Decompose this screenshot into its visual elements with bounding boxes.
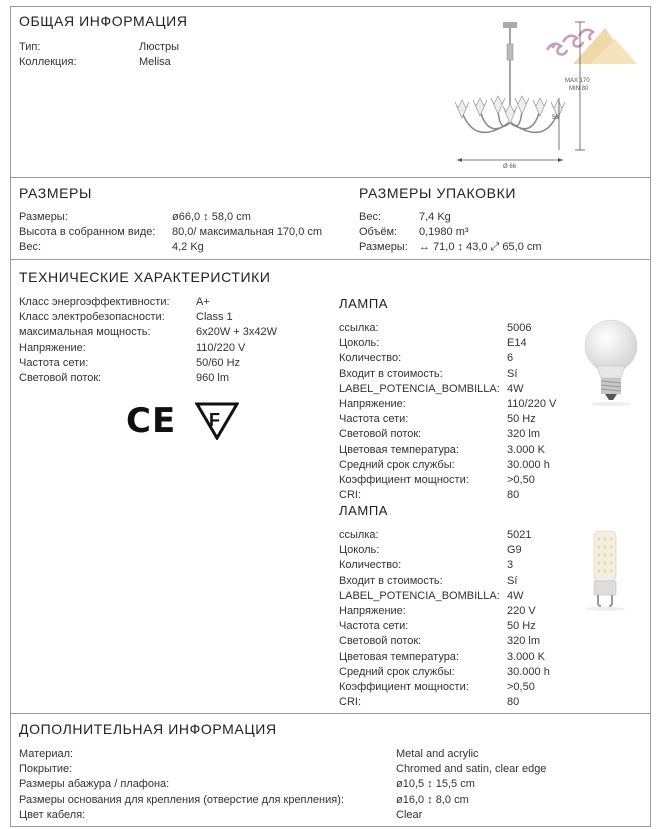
top-divider <box>10 6 651 7</box>
lamp-row-value: 320 lm <box>507 428 541 441</box>
lamp-row-value: >0,50 <box>507 474 535 486</box>
tech-row-value: 50/60 Hz <box>196 356 241 369</box>
lamp-row-label: CRI: <box>339 489 361 502</box>
diameter-label: Ø 66 <box>503 164 517 170</box>
tech-row-value: 6x20W + 3x42W <box>196 326 278 339</box>
lamp-row-value: 50 Hz <box>507 620 536 633</box>
lamp-row-label: Световой поток: <box>339 635 422 648</box>
tech-row-label: Класс энергоэффективности: <box>19 296 170 308</box>
tech-row-label: Класс электробезопасности: <box>19 311 165 324</box>
tech-row-value: A+ <box>196 296 210 308</box>
lamp-row-value: 5006 <box>507 322 532 334</box>
lamp-row-label: LABEL_POTENCIA_BOMBILLA: <box>339 382 500 395</box>
lamp-title: ЛАМПА <box>339 296 389 311</box>
lamp-row-value: 50 Hz <box>507 413 536 426</box>
tech-row-label: максимальная мощность: <box>19 326 151 339</box>
additional-row-label: Размеры основания для крепления (отверстие для крепления): <box>19 793 344 806</box>
lamp-row-value: 4W <box>507 382 524 395</box>
lamp-g9-bulb-image <box>580 527 630 612</box>
lamp-row-label: Цоколь: <box>339 337 380 350</box>
lamp-row-value: 5021 <box>507 529 532 541</box>
lamp-row-value: Sí <box>507 574 518 587</box>
lamp-row-value: 110/220 V <box>507 398 557 410</box>
lamp-row-label: ссылка: <box>339 322 379 334</box>
lamp-row-value: 3.000 K <box>507 443 545 456</box>
f-mark-icon <box>195 402 239 440</box>
lamp-row-label: ссылка: <box>339 529 379 541</box>
tech-row-label: Напряжение: <box>19 341 86 354</box>
lamp-row-value: 4W <box>507 589 524 602</box>
lamp-row-value: 220 V <box>507 605 536 617</box>
lamp-row-label: Частота сети: <box>339 620 409 633</box>
lamp-row-value: 80 <box>507 489 520 502</box>
additional-row-value: ø10,5 ↕ 15,5 cm <box>396 778 475 791</box>
bottom-divider <box>10 826 651 827</box>
lamp-row-value: 6 <box>507 352 514 365</box>
additional-row-label: Материал: <box>19 748 74 760</box>
additional-row-value: Metal and acrylic <box>396 748 479 760</box>
lamp-row-value: Sí <box>507 367 518 380</box>
lamp-row-label: Коэффициент мощности: <box>339 474 469 486</box>
lamp-row-value: 320 lm <box>507 635 541 648</box>
divider-tech <box>10 259 651 260</box>
tech-row-label: Частота сети: <box>19 356 89 369</box>
right-border <box>650 6 651 826</box>
lamp-row-label: Количество: <box>339 352 402 365</box>
left-border <box>10 6 11 826</box>
lamp-row-label: Напряжение: <box>339 605 406 617</box>
lamp-row-label: Цветовая температура: <box>339 443 459 456</box>
lamp-row-value: 80 <box>507 696 520 709</box>
lamp-row-label: Цветовая температура: <box>339 650 459 663</box>
lamp-row-label: CRI: <box>339 696 361 709</box>
lamp-row-value: >0,50 <box>507 681 535 693</box>
tech-row-value: 110/220 V <box>196 341 246 354</box>
tech-row-value: 960 lm <box>196 372 230 384</box>
packaging-title: РАЗМЕРЫ УПАКОВКИ <box>359 185 516 201</box>
divider-sizes <box>10 177 651 178</box>
general-title: ОБЩАЯ ИНФОРМАЦИЯ <box>19 13 188 29</box>
additional-row-value: Chromed and satin, clear edge <box>396 763 547 776</box>
lamp-row-label: Средний срок службы: <box>339 665 455 678</box>
tech-title: ТЕХНИЧЕСКИЕ ХАРАКТЕРИСТИКИ <box>19 269 271 285</box>
lamp-row-value: 30.000 h <box>507 458 550 471</box>
min-height-label: MIN 80 <box>569 86 589 92</box>
sizes-title: РАЗМЕРЫ <box>19 185 92 201</box>
lamp-row-value: 30.000 h <box>507 665 550 678</box>
lamp-row-label: Средний срок службы: <box>339 458 455 471</box>
tech-row-label: Световой поток: <box>19 372 102 384</box>
additional-row-label: Размеры абажура / плафона: <box>19 778 170 791</box>
lamp-row-label: Входит в стоимость: <box>339 367 443 380</box>
ce-mark-icon: CE <box>126 401 177 441</box>
chandelier-diagram <box>455 14 645 170</box>
additional-row-label: Покрытие: <box>19 763 73 776</box>
height-label: 58 <box>552 115 559 121</box>
divider-additional <box>10 713 651 714</box>
additional-row-value: ø16,0 ↕ 8,0 cm <box>396 793 469 806</box>
lamp-row-label: Входит в стоимость: <box>339 574 443 587</box>
lamp-row-value: G9 <box>507 544 522 557</box>
additional-title: ДОПОЛНИТЕЛЬНАЯ ИНФОРМАЦИЯ <box>19 721 277 737</box>
svg-text:F: F <box>209 410 220 430</box>
lamp-row-label: Коэффициент мощности: <box>339 681 469 693</box>
additional-row-label: Цвет кабеля: <box>19 808 86 821</box>
lamp-title: ЛАМПА <box>339 503 389 518</box>
lamp-row-label: LABEL_POTENCIA_BOMBILLA: <box>339 589 500 602</box>
lamp-row-value: E14 <box>507 337 527 350</box>
lamp-row-label: Световой поток: <box>339 428 422 441</box>
additional-row-value: Clear <box>396 808 423 821</box>
lamp-row-value: 3 <box>507 559 514 572</box>
lamp-row-label: Частота сети: <box>339 413 409 426</box>
lamp-row-label: Количество: <box>339 559 402 572</box>
lamp-row-label: Напряжение: <box>339 398 406 410</box>
lamp-e14-bulb-image <box>583 318 639 406</box>
tech-row-value: Class 1 <box>196 311 233 324</box>
lamp-row-value: 3.000 K <box>507 650 545 663</box>
max-height-label: MAX 170 <box>565 78 590 84</box>
lamp-row-label: Цоколь: <box>339 544 380 557</box>
brand-logo-icon <box>547 28 637 64</box>
